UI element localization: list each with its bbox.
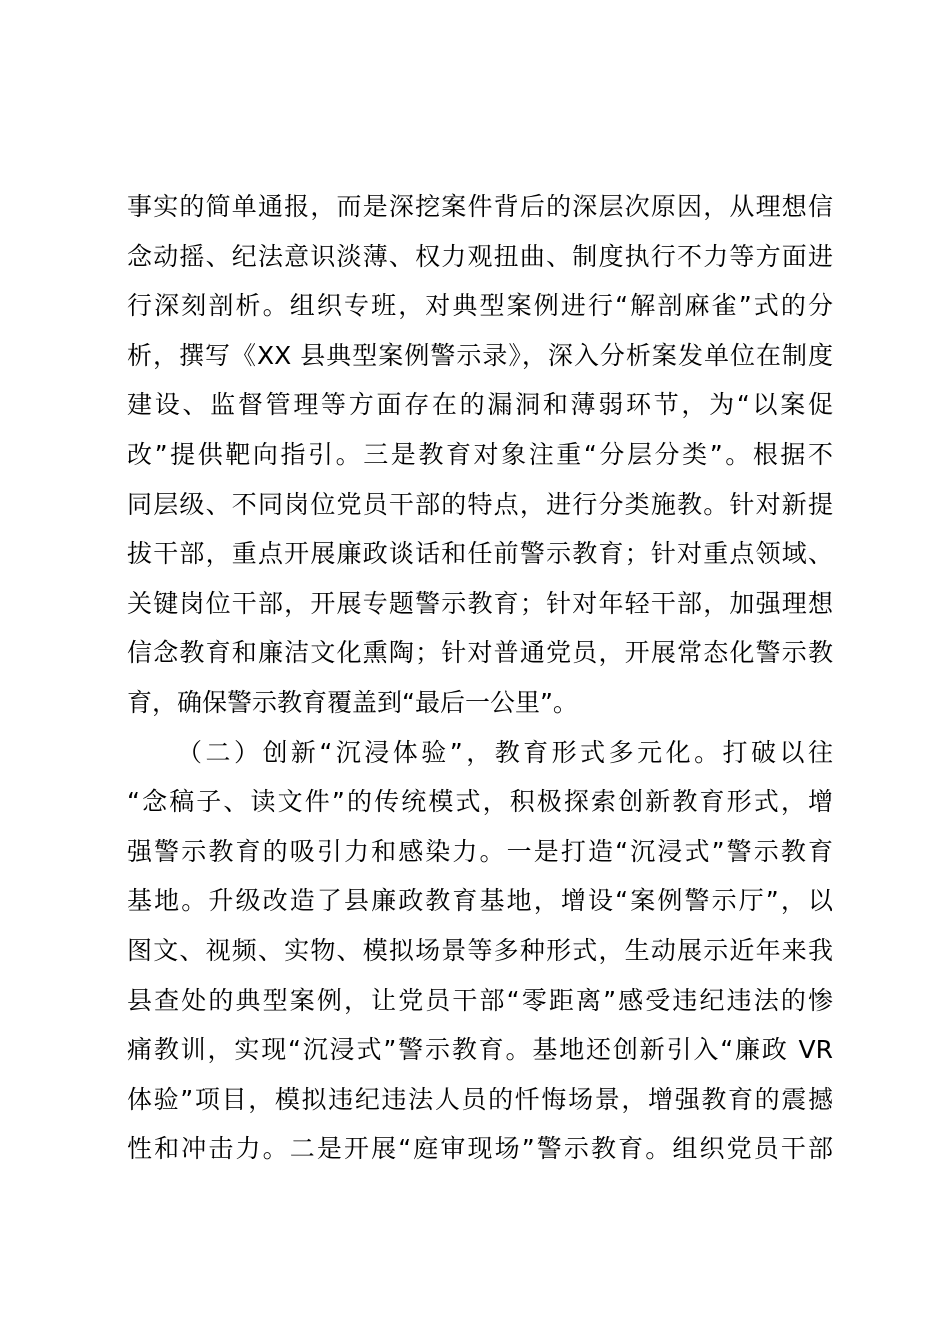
text-line: 同层级、不同岗位党员干部的特点，进行分类施教。针对新提 <box>127 489 833 519</box>
text-line: 痛教训，实现“沉浸式”警示教育。基地还创新引入“廉政 VR <box>127 1035 833 1065</box>
text-line: 行深刻剖析。组织专班，对典型案例进行“解剖麻雀”式的分 <box>127 291 833 321</box>
text-line: 念动摇、纪法意识淡薄、权力观扭曲、制度执行不力等方面进 <box>127 241 833 271</box>
text-line: 析，撰写《XX 县典型案例警示录》，深入分析案发单位在制度 <box>127 340 833 370</box>
text-line: 信念教育和廉洁文化熏陶；针对普通党员，开展常态化警示教 <box>127 638 833 668</box>
text-line: （二）创新“沉浸体验”，教育形式多元化。打破以往 <box>177 737 833 767</box>
text-line: 强警示教育的吸引力和感染力。一是打造“沉浸式”警示教育 <box>127 836 833 866</box>
text-line: 事实的简单通报，而是深挖案件背后的深层次原因，从理想信 <box>127 192 833 221</box>
text-line: “念稿子、读文件”的传统模式，积极探索创新教育形式，增 <box>127 787 833 817</box>
text-line: 性和冲击力。二是开展“庭审现场”警示教育。组织党员干部 <box>127 1134 833 1164</box>
text-line: 关键岗位干部，开展专题警示教育；针对年轻干部，加强理想 <box>127 588 833 618</box>
document-body <box>127 182 833 1223</box>
text-line: 建设、监督管理等方面存在的漏洞和薄弱环节，为“以案促 <box>127 390 833 420</box>
text-line: 拔干部，重点开展廉政谈话和任前警示教育；针对重点领域、 <box>127 539 833 569</box>
text-line: 图文、视频、实物、模拟场景等多种形式，生动展示近年来我 <box>127 935 833 965</box>
text-line: 体验”项目，模拟违纪违法人员的忏悔场景，增强教育的震撼 <box>127 1084 833 1114</box>
text-line: 改”提供靶向指引。三是教育对象注重“分层分类”。根据不 <box>127 439 833 469</box>
text-line: 基地。升级改造了县廉政教育基地，增设“案例警示厅”，以 <box>127 886 833 916</box>
text-line: 育，确保警示教育覆盖到“最后一公里”。 <box>127 687 578 717</box>
paragraph-1 <box>127 182 833 728</box>
paragraph-2 <box>127 728 833 1224</box>
text-line: 县查处的典型案例，让党员干部“零距离”感受违纪违法的惨 <box>127 985 833 1015</box>
text-line <box>127 1174 833 1224</box>
